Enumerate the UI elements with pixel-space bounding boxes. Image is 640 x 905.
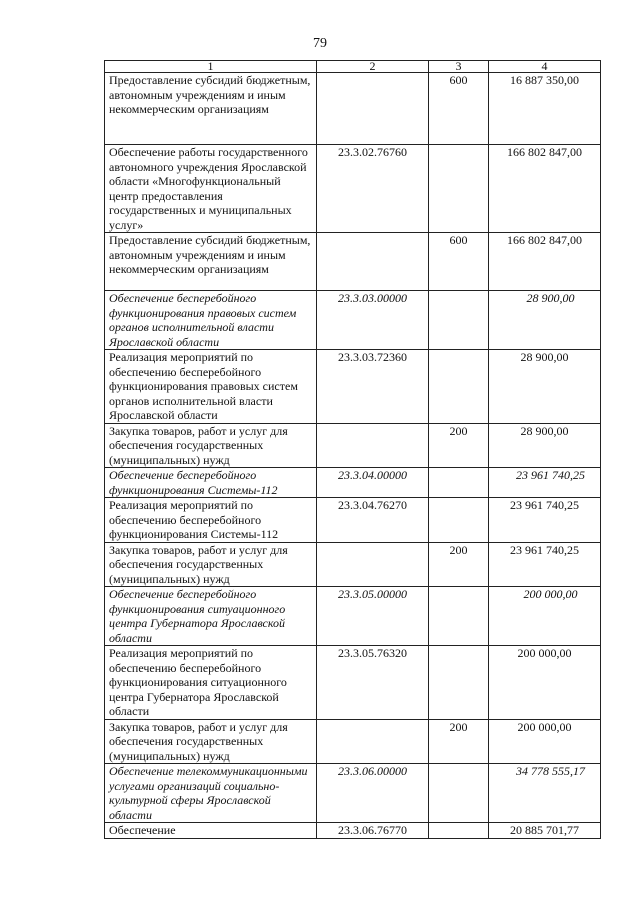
code-cell	[317, 73, 429, 145]
name-cell: Обеспечение работы государственного автономного учреждения Ярославской области «Многофункциональный центр предоставления государственных и муниципальных услуг»	[105, 145, 317, 233]
expense-type-cell: 200	[429, 719, 489, 764]
code-cell: 23.3.04.00000	[317, 468, 429, 498]
table-row	[105, 233, 601, 291]
amount-cell: 28 900,00	[489, 350, 601, 424]
code-cell	[317, 233, 429, 291]
column-header-4: 4	[489, 61, 601, 73]
expense-type-cell	[429, 498, 489, 543]
expense-type-cell	[429, 764, 489, 823]
expense-type-cell	[429, 823, 489, 839]
name-cell: Обеспечение	[105, 823, 317, 839]
name-cell: Закупка товаров, работ и услуг для обеспечения государственных (муниципальных) нужд	[105, 719, 317, 764]
table-body	[105, 73, 601, 839]
name-cell: Обеспечение бесперебойного функционирования правовых систем органов исполнительной власти Ярославской области	[105, 291, 317, 350]
expense-type-cell: 600	[429, 73, 489, 145]
code-cell: 23.3.05.76320	[317, 646, 429, 720]
table-row	[105, 73, 601, 145]
code-cell: 23.3.05.00000	[317, 587, 429, 646]
expense-type-cell: 200	[429, 423, 489, 468]
name-cell: Закупка товаров, работ и услуг для обеспечения государственных (муниципальных) нужд	[105, 542, 317, 587]
name-cell: Закупка товаров, работ и услуг для обеспечения государственных (муниципальных) нужд	[105, 423, 317, 468]
name-cell: Предоставление субсидий бюджетным, автономным учреждениям и иным некоммерческим организациям	[105, 73, 317, 145]
code-cell: 23.3.06.00000	[317, 764, 429, 823]
table-row	[105, 350, 601, 424]
table-header-row	[105, 61, 601, 73]
table-row	[105, 823, 601, 839]
amount-cell: 23 961 740,25	[489, 542, 601, 587]
code-cell: 23.3.04.76270	[317, 498, 429, 543]
table-row	[105, 719, 601, 764]
amount-cell: 28 900,00	[489, 291, 601, 350]
table-row	[105, 646, 601, 720]
table-row	[105, 542, 601, 587]
expense-type-cell: 200	[429, 542, 489, 587]
expense-type-cell	[429, 468, 489, 498]
expense-type-cell	[429, 646, 489, 720]
table-row	[105, 498, 601, 543]
amount-cell: 23 961 740,25	[489, 468, 601, 498]
expense-type-cell	[429, 587, 489, 646]
amount-cell: 23 961 740,25	[489, 498, 601, 543]
code-cell	[317, 719, 429, 764]
page-number: 79	[313, 36, 327, 51]
name-cell: Реализация мероприятий по обеспечению бесперебойного функционирования ситуационного центра Губернатора Ярославской области	[105, 646, 317, 720]
column-header-3: 3	[429, 61, 489, 73]
amount-cell: 20 885 701,77	[489, 823, 601, 839]
name-cell: Обеспечение бесперебойного функционирования Системы-112	[105, 468, 317, 498]
code-cell	[317, 423, 429, 468]
name-cell: Обеспечение бесперебойного функционирования ситуационного центра Губернатора Ярославской области	[105, 587, 317, 646]
column-header-1: 1	[105, 61, 317, 73]
code-cell: 23.3.02.76760	[317, 145, 429, 233]
table-row	[105, 468, 601, 498]
table-row	[105, 291, 601, 350]
amount-cell: 34 778 555,17	[489, 764, 601, 823]
code-cell: 23.3.06.76770	[317, 823, 429, 839]
name-cell: Реализация мероприятий по обеспечению бесперебойного функционирования Системы-112	[105, 498, 317, 543]
budget-table	[104, 60, 601, 839]
code-cell: 23.3.03.00000	[317, 291, 429, 350]
table-row	[105, 764, 601, 823]
amount-cell: 28 900,00	[489, 423, 601, 468]
amount-cell: 200 000,00	[489, 646, 601, 720]
expense-type-cell	[429, 145, 489, 233]
amount-cell: 166 802 847,00	[489, 233, 601, 291]
table-row	[105, 145, 601, 233]
amount-cell: 200 000,00	[489, 587, 601, 646]
expense-type-cell	[429, 291, 489, 350]
amount-cell: 200 000,00	[489, 719, 601, 764]
expense-type-cell: 600	[429, 233, 489, 291]
amount-cell: 16 887 350,00	[489, 73, 601, 145]
table-row	[105, 587, 601, 646]
amount-cell: 166 802 847,00	[489, 145, 601, 233]
table-row	[105, 423, 601, 468]
code-cell: 23.3.03.72360	[317, 350, 429, 424]
name-cell: Предоставление субсидий бюджетным, автономным учреждениям и иным некоммерческим организациям	[105, 233, 317, 291]
column-header-2: 2	[317, 61, 429, 73]
code-cell	[317, 542, 429, 587]
name-cell: Обеспечение телекоммуникационными услугами организаций социально-культурной сферы Ярославской области	[105, 764, 317, 823]
expense-type-cell	[429, 350, 489, 424]
name-cell: Реализация мероприятий по обеспечению бесперебойного функционирования правовых систем органов исполнительной власти Ярославской области	[105, 350, 317, 424]
